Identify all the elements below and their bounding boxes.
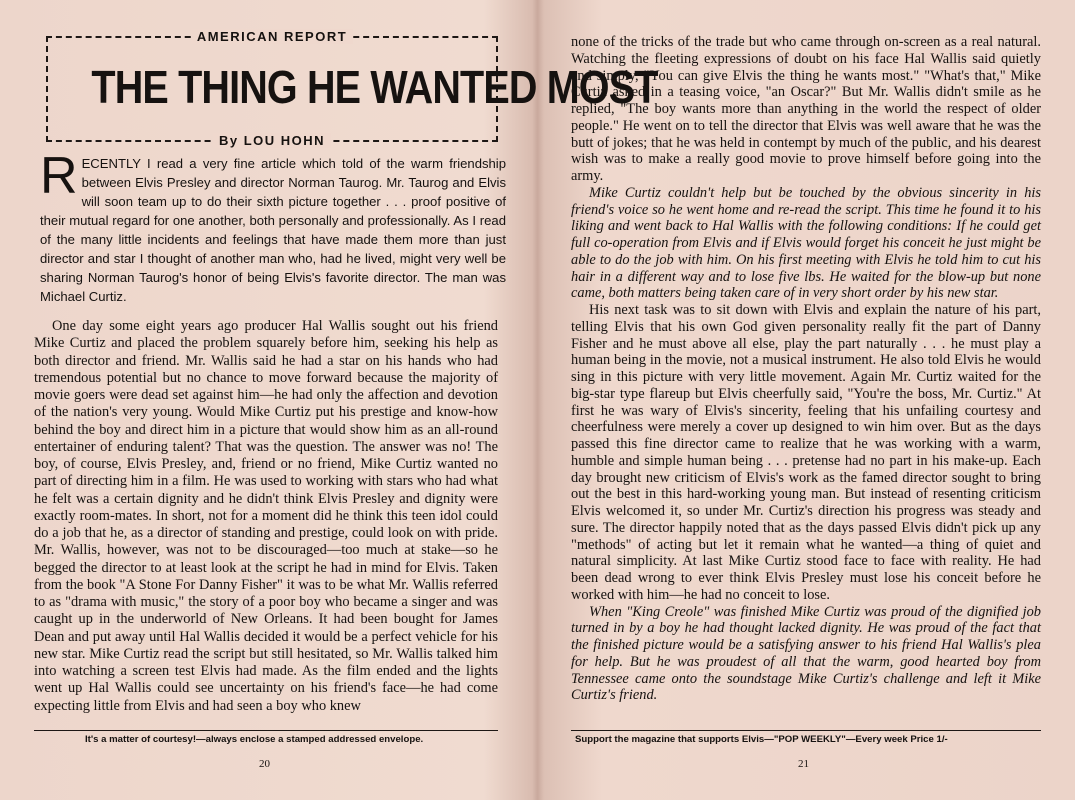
intro-paragraph xyxy=(40,147,506,306)
article-title: THE THING HE WANTED MOST xyxy=(91,61,658,113)
right-page xyxy=(537,0,1075,800)
footer-rule-left xyxy=(34,730,498,731)
drop-cap: R xyxy=(40,147,78,205)
section-kicker: AMERICAN REPORT xyxy=(48,28,496,46)
footer-note-right: Support the magazine that supports Elvis—"POP WEEKLY"—Every week Price 1/- xyxy=(575,734,948,745)
footer-note-left: It's a matter of courtesy!—always enclose a stamped addressed envelope. xyxy=(85,734,424,745)
paragraph-continuation: none of the tricks of the trade but who came through on-screen as a real natural. Watching the fleeting expressions of doubt on his face Hal Wallis said quietly and simply, "You can give Elvis the thing he wants most." "What's that," Mike Curtiz asked in a teasing voice, "an Oscar?" But Mr. Wallis didn't smile as he replied, "The boy wants more than anything in the world the respect of older people." He went on to tell the director that Elvis was well aware that he was the butt of jokes; that he was held in contempt by much of the public, and his dearest wish was to make a really good movie to prove himself before going into the army. xyxy=(571,34,1041,184)
paragraph-italic-closing: When "King Creole" was finished Mike Curtiz was proud of the dignified job turned in by a boy he had thought lacked dignity. He was proud of the fact that the finished picture would be a satisfying answer to his friend Hal Wallis's plea for help. But he was proudest of all that the warm, good hearted boy from Tennessee came onto the soundstage Mike Curtiz's challenge and left it Mike Curtiz's friend. xyxy=(571,603,1041,704)
headline-box xyxy=(46,29,658,148)
page-number-right: 21 xyxy=(798,758,809,770)
intro-text: ECENTLY I read a very fine article which told of the warm friendship between Elvis Presley and director Norman Taurog. Mr. Taurog and Elvis will soon team up to do their sixth picture together . . . proof positive of their mutual regard for one another, both personally and professionally. As I read of the many little incidents and feelings that have made them more than just director and star I thought of another man who, had he lived, might very well be sharing Norman Taurog's honor of being Elvis's favorite director. The man was Michael Curtiz. xyxy=(40,156,506,304)
page-number-left: 20 xyxy=(259,758,270,770)
paragraph: His next task was to sit down with Elvis and explain the nature of his part, telling Elvis that his own God given personality really fit the part of Danny Fisher and he must above all else, play the part naturally . . . he must play a human being in the movie, not a musical instrument. He also told Elvis he would sing in this picture with very little movement. Again Mr. Curtiz waited for the big-star type flareup but Elvis cheerfully said, "You're the boss, Mr. Curtiz." At first he was wary of Elvis's sincerity, feeling that his unfailing courtesy and cheerfulness were merely a cover up designed to win him over. But as the days passed this fine director came to realize that he was working with a warm, humble and simple human being . . . pretense had no part in his make-up. Each day brought new criticism of Elvis's work as the famed director sought to bring out the best in this hard-working young man. But instead of resenting criticism Elvis welcomed it, so under Mr. Curtiz's direction his progress was steady and sure. The director happily noted that as the days passed Elvis didn't pick up any "methods" of acting but let it remain what he wanted—a thing of quiet and natural simplicity. At last Mike Curtiz stood face to face with reality. He had been dead wrong to ever think Elvis Presley must lose his conceit before he worked with him—he had no conceit to lose. xyxy=(571,302,1041,603)
byline: By LOU HOHN xyxy=(48,132,496,150)
paragraph-italic: Mike Curtiz couldn't help but be touched by the obvious sincerity in his friend's voice so he went home and re-read the script. This time he found it to his liking and went back to Hal Wallis with the following conditions: If he could get full co-operation from Elvis and if Elvis would forget his conceit he just might be able to do the job with him. On his first meeting with Elvis he told him to cut his hair in a different way and to lose five lbs. He waited for the blow-up but none came, both matters being taken care of in very short order by his new star. xyxy=(571,184,1041,302)
body-text-right xyxy=(571,34,1041,704)
footer-rule-right xyxy=(571,730,1041,731)
body-text-left: One day some eight years ago producer Hal Wallis sought out his friend Mike Curtiz and placed the problem squarely before him, seeking his help as both director and friend. Mr. Wallis said he had a star on his hands who had tremendous potential but no chance to move forward because the majority of movie goers were dead set against him—he had only the affection and devotion of the nation's very young. Would Mike Curtiz put his prestige and know-how behind the boy and direct him in a picture that would show him as an all-round entertainer of enduring talent? That was the question. The answer was no! The boy, of course, Elvis Presley, and, friend or no friend, Mike Curtiz wanted no part of directing him in a film. He was used to working with stars who had what he felt was a certain dignity and he didn't think Elvis Presley and dignity were exactly room-mates. In short, not for a moment did he think this teen idol could do a job that he, as a director of standing and prestige, could look on with pride. Mr. Wallis, however, was not to be discouraged—too much at stake—so he begged the director to at least look at the script he had in mind for Elvis. Taken from the book "A Stone For Danny Fisher" it was to be what Mr. Wallis referred to as "drama with music," the story of a poor boy who became a singer and was caught up in the underworld of New Orleans. It had been bought for James Dean and put away until Hal Wallis decided it would be a perfect vehicle for his new star. Mike Curtiz read the script but still hesitated, so Mr. Wallis talked him into watching a screen test Elvis had made. As the film ended and the lights went up Hal Wallis could see uncertainty on his friend's face—he had come expecting little from Elvis and had seen a boy who knew xyxy=(34,318,498,714)
